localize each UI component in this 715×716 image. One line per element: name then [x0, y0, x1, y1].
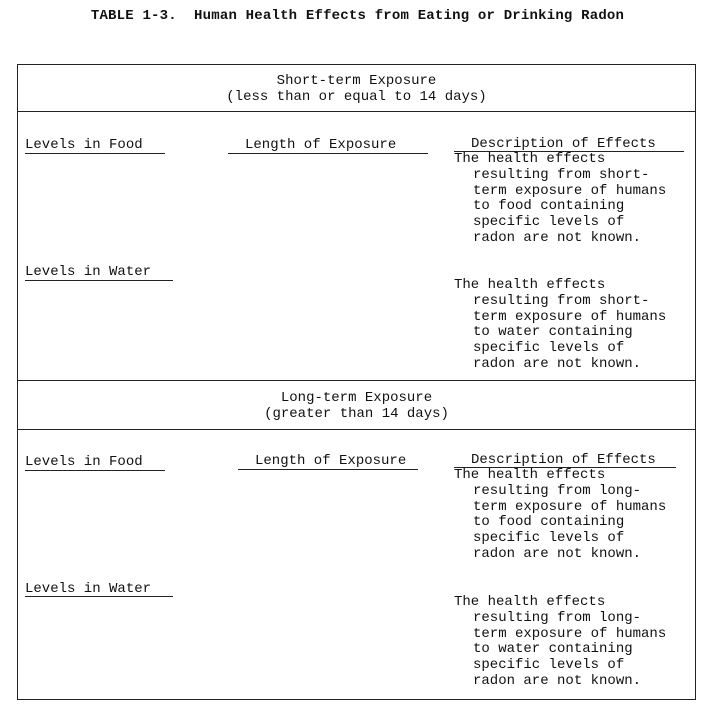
long-term-heading-line2: (greater than 14 days)	[264, 406, 449, 422]
desc-line: to food containing	[473, 198, 625, 215]
desc-line: term exposure of humans	[473, 498, 667, 515]
desc-line: radon are not known.	[473, 672, 642, 689]
underline	[25, 470, 165, 471]
long-term-food-description	[454, 468, 694, 563]
short-term-water-label: Levels in Water	[25, 264, 152, 280]
long-term-heading-line1: Long-term Exposure	[280, 390, 433, 406]
underline	[25, 280, 173, 281]
desc-line: specific levels of	[473, 340, 625, 357]
long-term-desc-label: Description of Effects	[471, 452, 656, 468]
desc-line: term exposure of humans	[473, 308, 667, 325]
long-term-heading	[18, 390, 695, 422]
desc-line: radon are not known.	[473, 355, 642, 372]
short-term-desc-label: Description of Effects	[471, 136, 656, 152]
long-term-water-description	[454, 595, 694, 690]
long-term-water-label: Levels in Water	[25, 581, 152, 597]
short-term-food-label: Levels in Food	[25, 137, 143, 153]
short-term-heading-line2: (less than or equal to 14 days)	[226, 89, 487, 105]
health-effects-table	[17, 64, 696, 700]
desc-line: radon are not known.	[473, 545, 642, 562]
divider	[18, 380, 695, 381]
desc-line: resulting from long-	[473, 482, 642, 499]
long-term-length-label: Length of Exposure	[255, 453, 407, 469]
desc-line: radon are not known.	[473, 229, 642, 246]
desc-line: The health effects	[454, 467, 606, 483]
short-term-food-description	[454, 152, 694, 247]
underline	[228, 153, 428, 154]
desc-line: specific levels of	[473, 530, 625, 547]
short-term-heading-line1: Short-term Exposure	[276, 73, 437, 89]
desc-line: The health effects	[454, 151, 606, 167]
desc-line: term exposure of humans	[473, 182, 667, 199]
desc-line: to water containing	[473, 324, 633, 341]
divider	[18, 111, 695, 112]
short-term-length-label: Length of Exposure	[245, 137, 397, 153]
desc-line: resulting from short-	[473, 292, 650, 309]
desc-line: specific levels of	[473, 214, 625, 231]
desc-line: The health effects	[454, 594, 606, 610]
desc-line: to food containing	[473, 514, 625, 531]
short-term-heading	[18, 73, 695, 105]
desc-line: specific levels of	[473, 657, 625, 674]
desc-line: term exposure of humans	[473, 625, 667, 642]
underline	[238, 469, 418, 470]
underline	[25, 153, 165, 154]
desc-line: resulting from long-	[473, 609, 642, 626]
table-title: TABLE 1-3. Human Health Effects from Eating or Drinking Radon	[90, 8, 625, 24]
short-term-water-description	[454, 278, 694, 373]
desc-line: The health effects	[454, 277, 606, 293]
underline	[25, 596, 173, 597]
desc-line: resulting from short-	[473, 166, 650, 183]
desc-line: to water containing	[473, 641, 633, 658]
divider	[18, 429, 695, 430]
long-term-food-label: Levels in Food	[25, 454, 143, 470]
